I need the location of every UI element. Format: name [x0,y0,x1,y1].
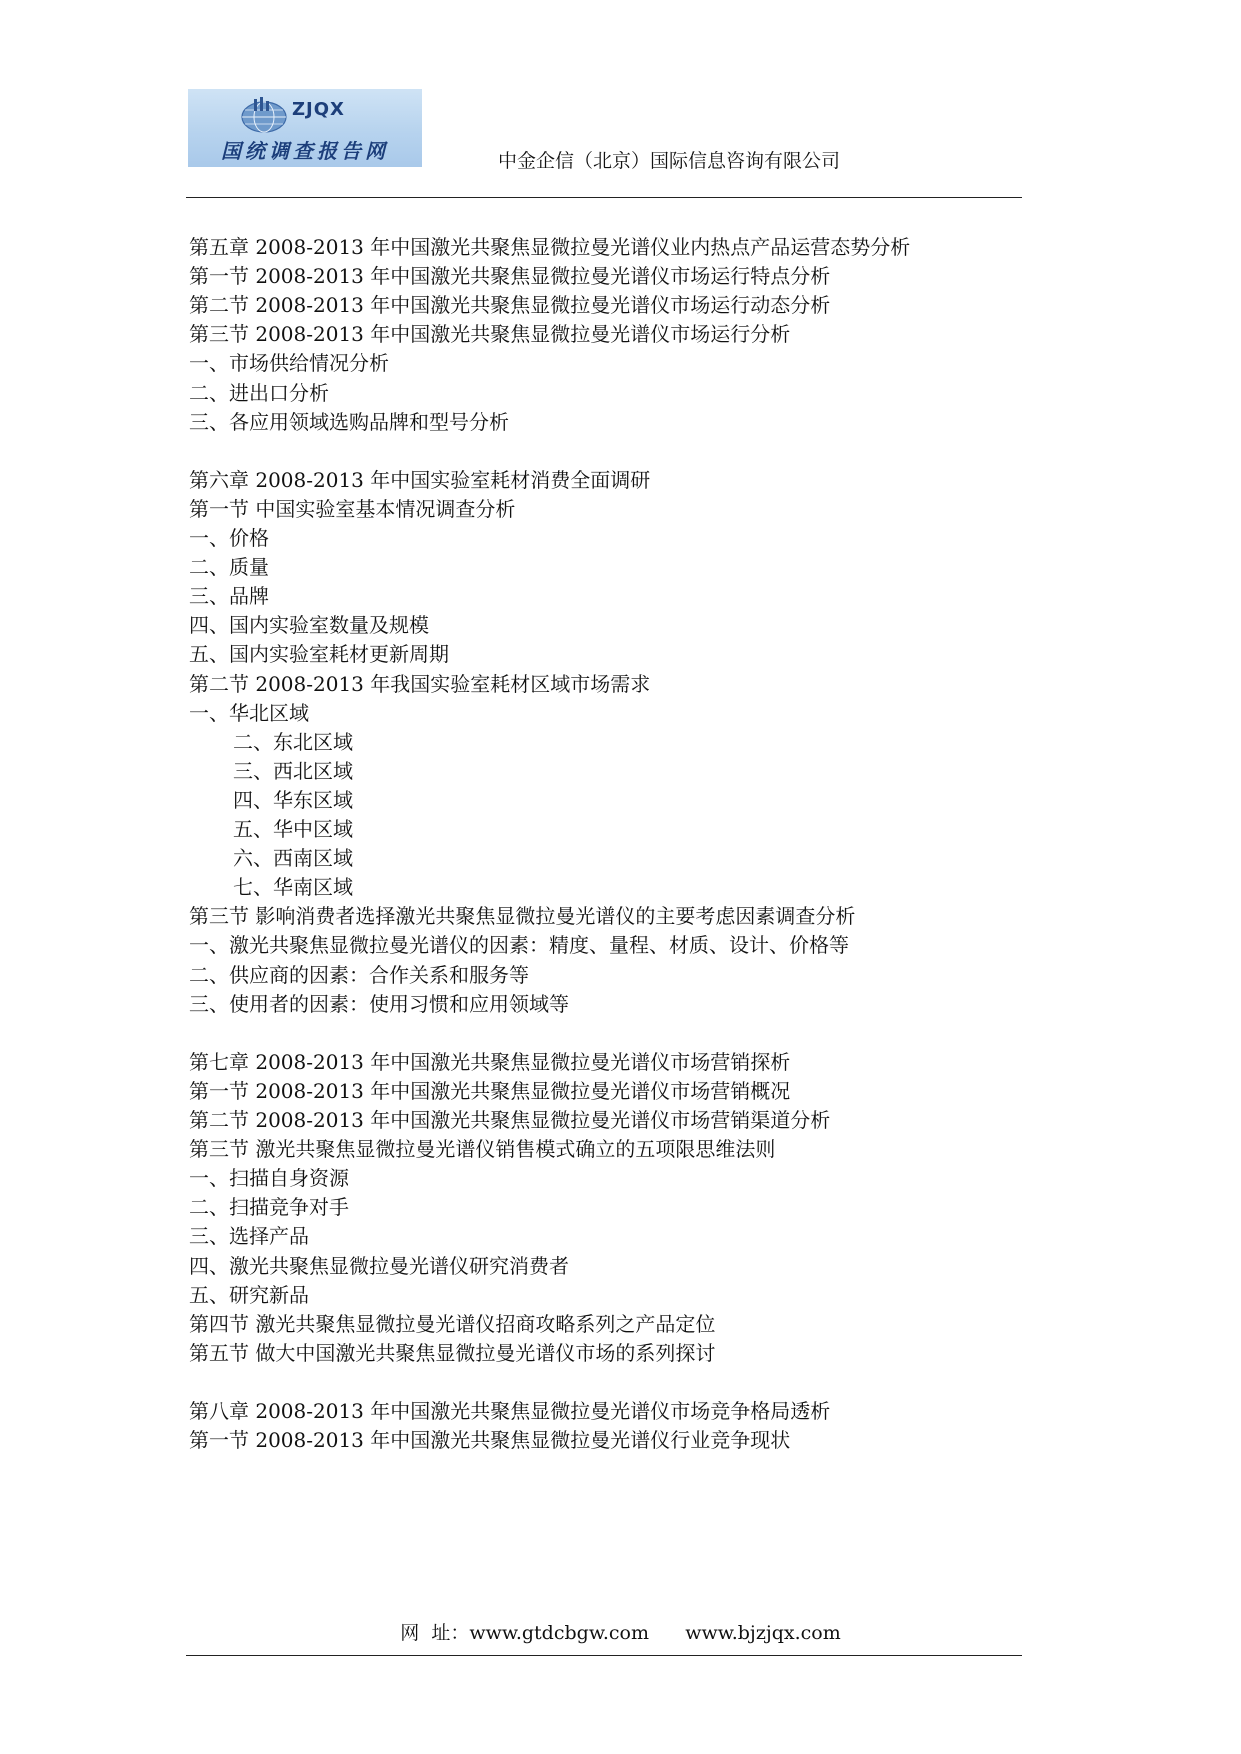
toc-line: 四、华东区域 [233,787,353,812]
toc-line: 第一节 2008-2013 年中国激光共聚焦显微拉曼光谱仪市场运行特点分析 [189,264,831,289]
toc-line: 第七章 2008-2013 年中国激光共聚焦显微拉曼光谱仪市场营销探析 [189,1049,791,1074]
globe-icon [238,95,290,135]
toc-line: 五、华中区域 [233,817,353,841]
logo-en-text: ZJQX [292,99,345,120]
toc-line: 一、价格 [189,526,269,550]
toc-line: 二、东北区域 [233,729,353,754]
header-divider [186,197,1022,198]
footer-divider [186,1655,1022,1656]
toc-line: 第二节 2008-2013 年我国实验室耗材区域市场需求 [189,671,651,696]
logo-cn-text: 国统调查报告网 [221,139,389,163]
toc-line: 六、西南区域 [233,846,353,871]
logo [188,89,422,167]
toc-line: 第五章 2008-2013 年中国激光共聚焦显微拉曼光谱仪业内热点产品运营态势分析 [189,235,911,259]
toc-line: 五、国内实验室耗材更新周期 [189,642,449,667]
footer-website: 网 址：www.gtdcbgw.com www.bjzjqx.com [400,1622,841,1644]
toc-line: 第三节 激光共聚焦显微拉曼光谱仪销售模式确立的五项限思维法则 [189,1137,776,1162]
toc-line: 一、华北区域 [189,700,309,725]
toc-line: 二、进出口分析 [189,380,329,405]
toc-line: 一、激光共聚焦显微拉曼光谱仪的因素：精度、量程、材质、设计、价格等 [189,933,849,958]
toc-line: 第三节 2008-2013 年中国激光共聚焦显微拉曼光谱仪市场运行分析 [189,322,791,347]
toc-line: 二、扫描竞争对手 [189,1195,349,1220]
toc-line: 第六章 2008-2013 年中国实验室耗材消费全面调研 [189,467,651,492]
toc-line: 一、市场供给情况分析 [189,351,389,376]
toc-line: 二、供应商的因素：合作关系和服务等 [189,962,529,987]
toc-line: 第四节 激光共聚焦显微拉曼光谱仪招商攻略系列之产品定位 [189,1311,716,1336]
toc-line: 第三节 影响消费者选择激光共聚焦显微拉曼光谱仪的主要考虑因素调查分析 [189,904,856,929]
toc-line: 第二节 2008-2013 年中国激光共聚焦显微拉曼光谱仪市场运行动态分析 [189,293,831,318]
company-name: 中金企信（北京）国际信息咨询有限公司 [498,150,841,172]
toc-line: 四、国内实验室数量及规模 [189,613,429,638]
toc-line: 第二节 2008-2013 年中国激光共聚焦显微拉曼光谱仪市场营销渠道分析 [189,1108,831,1132]
toc-line: 五、研究新品 [189,1282,309,1307]
toc-line: 第一节 中国实验室基本情况调查分析 [189,496,516,521]
toc-line: 三、选择产品 [189,1224,309,1249]
toc-line: 四、激光共聚焦显微拉曼光谱仪研究消费者 [189,1253,569,1278]
toc-line: 三、西北区域 [233,758,353,783]
toc-line: 第五节 做大中国激光共聚焦显微拉曼光谱仪市场的系列探讨 [189,1340,716,1365]
toc-line: 第八章 2008-2013 年中国激光共聚焦显微拉曼光谱仪市场竞争格局透析 [189,1399,831,1423]
toc-line: 一、扫描自身资源 [189,1166,349,1191]
toc-line: 三、品牌 [189,584,269,609]
toc-line: 七、华南区域 [233,875,353,900]
toc-line: 二、质量 [189,555,269,580]
toc-line: 三、各应用领域选购品牌和型号分析 [189,409,509,434]
toc-line: 三、使用者的因素：使用习惯和应用领域等 [189,991,569,1016]
toc-line: 第一节 2008-2013 年中国激光共聚焦显微拉曼光谱仪市场营销概况 [189,1078,791,1103]
toc-line: 第一节 2008-2013 年中国激光共聚焦显微拉曼光谱仪行业竞争现状 [189,1428,791,1453]
